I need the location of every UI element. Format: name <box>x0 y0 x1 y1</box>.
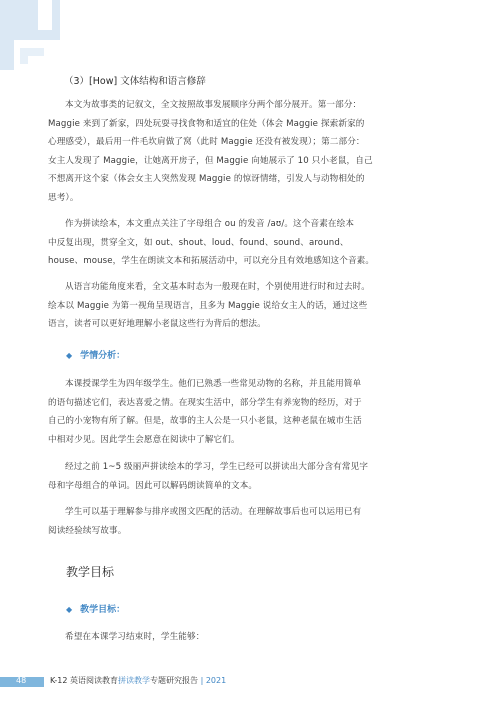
text-line: 希望在本课学习结束时，学生能够： <box>65 632 205 642</box>
text-line: 思考）。 <box>48 192 79 203</box>
text-line: 的语句描述它们，表达喜爱之情。在现实生活中，部分学生有养宠物的经历，对于 <box>48 397 362 408</box>
text-line: 语言，读者可以更好地理解小老鼠这些行为背后的想法。 <box>48 319 266 330</box>
diamond-icon: ◆ <box>66 605 73 614</box>
section-label-text: 学情分析： <box>80 351 126 361</box>
text-line: 经过之前 1~5 级丽声拼读绘本的学习，学生已经可以拼读出大部分含有常见字 <box>65 462 369 472</box>
page-number: 48 <box>16 676 27 685</box>
paragraph-language-function <box>48 278 436 334</box>
footer-year: 2021 <box>205 676 227 685</box>
text-line: 本文为故事类的记叙文，全文按照故事发展顺序分两个部分展开。第一部分： <box>65 100 362 110</box>
text-line: 心理感受），最后用一件毛坎肩做了窝（此时 Maggie 还没有被发现）；第二部分： <box>48 137 365 148</box>
footer-title-highlight: 拼读教学 <box>118 676 151 685</box>
text-line: 不想离开这个家（体会女主人突然发现 Maggie 的惊讶情绪，引发人与动物相处的 <box>48 174 365 185</box>
footer-separator: | <box>200 676 204 685</box>
section-label-text: 教学目标： <box>80 605 126 615</box>
paragraph-phonics <box>48 215 436 271</box>
section-label-teaching-goals <box>66 602 125 615</box>
footer-title-text: K-12 英语阅读教育 <box>50 676 119 685</box>
text-line: 从语言功能角度来看，全文基本时态为一般现在时，个别使用进行时和过去时。 <box>65 282 370 292</box>
paragraph-prior-learning <box>48 458 436 495</box>
paragraph-activities <box>48 503 436 540</box>
teaching-goals-heading: 教学目标 <box>66 565 115 579</box>
diamond-icon: ◆ <box>66 351 73 360</box>
text-line: 学生可以基于理解参与排序或图文匹配的活动。在理解故事后也可以运用已有 <box>65 507 362 517</box>
text-line: 自己的小宠物有所了解。但是，故事的主人公是一只小老鼠，这种老鼠在城市生活 <box>48 416 362 427</box>
text-line: 母和字母组合的单词。因此可以解码朗读简单的文本。 <box>48 480 258 491</box>
text-line: house、mouse，学生在朗读文本和拓展活动中，可以充分且有效地感知这个音素。 <box>48 256 375 267</box>
text-line: 中相对少见。因此学生会愿意在阅读中了解它们。 <box>48 434 240 445</box>
text-line: Maggie 来到了新家，四处玩耍寻找食物和适宜的住处（体会 Maggie 探索新家的 <box>48 118 365 129</box>
text-line: 本课授课学生为四年级学生。他们已熟悉一些常见动物的名称，并且能用简单 <box>65 379 362 389</box>
text-line: 阅读经验续写故事。 <box>48 525 127 536</box>
text-line: 绘本以 Maggie 为第一视角呈现语言，且多为 Maggie 说给女主人的话，通过这些 <box>48 300 368 311</box>
text-line: 作为拼读绘本，本文重点关注了字母组合 ou 的发音 /aʊ/。这个音素在绘本 <box>65 219 355 229</box>
paragraph-students <box>48 375 436 449</box>
paragraph-structure <box>48 96 436 208</box>
paragraph-goals-intro <box>48 628 436 647</box>
footer-title <box>50 675 226 686</box>
text-line: 中反复出现，贯穿全文，如 out、shout、loud、found、sound、around、 <box>48 237 349 248</box>
corner-decoration-icon <box>0 0 80 80</box>
section-label-student-analysis <box>66 348 125 361</box>
section-heading: （3）[How] 文体结构和语言修辞 <box>64 76 206 87</box>
text-line: 女主人发现了 Maggie，让她离开房子，但 Maggie 向她展示了 10 只小老鼠，自己 <box>48 155 373 166</box>
footer-title-suffix: 专题研究报告 <box>150 676 199 685</box>
